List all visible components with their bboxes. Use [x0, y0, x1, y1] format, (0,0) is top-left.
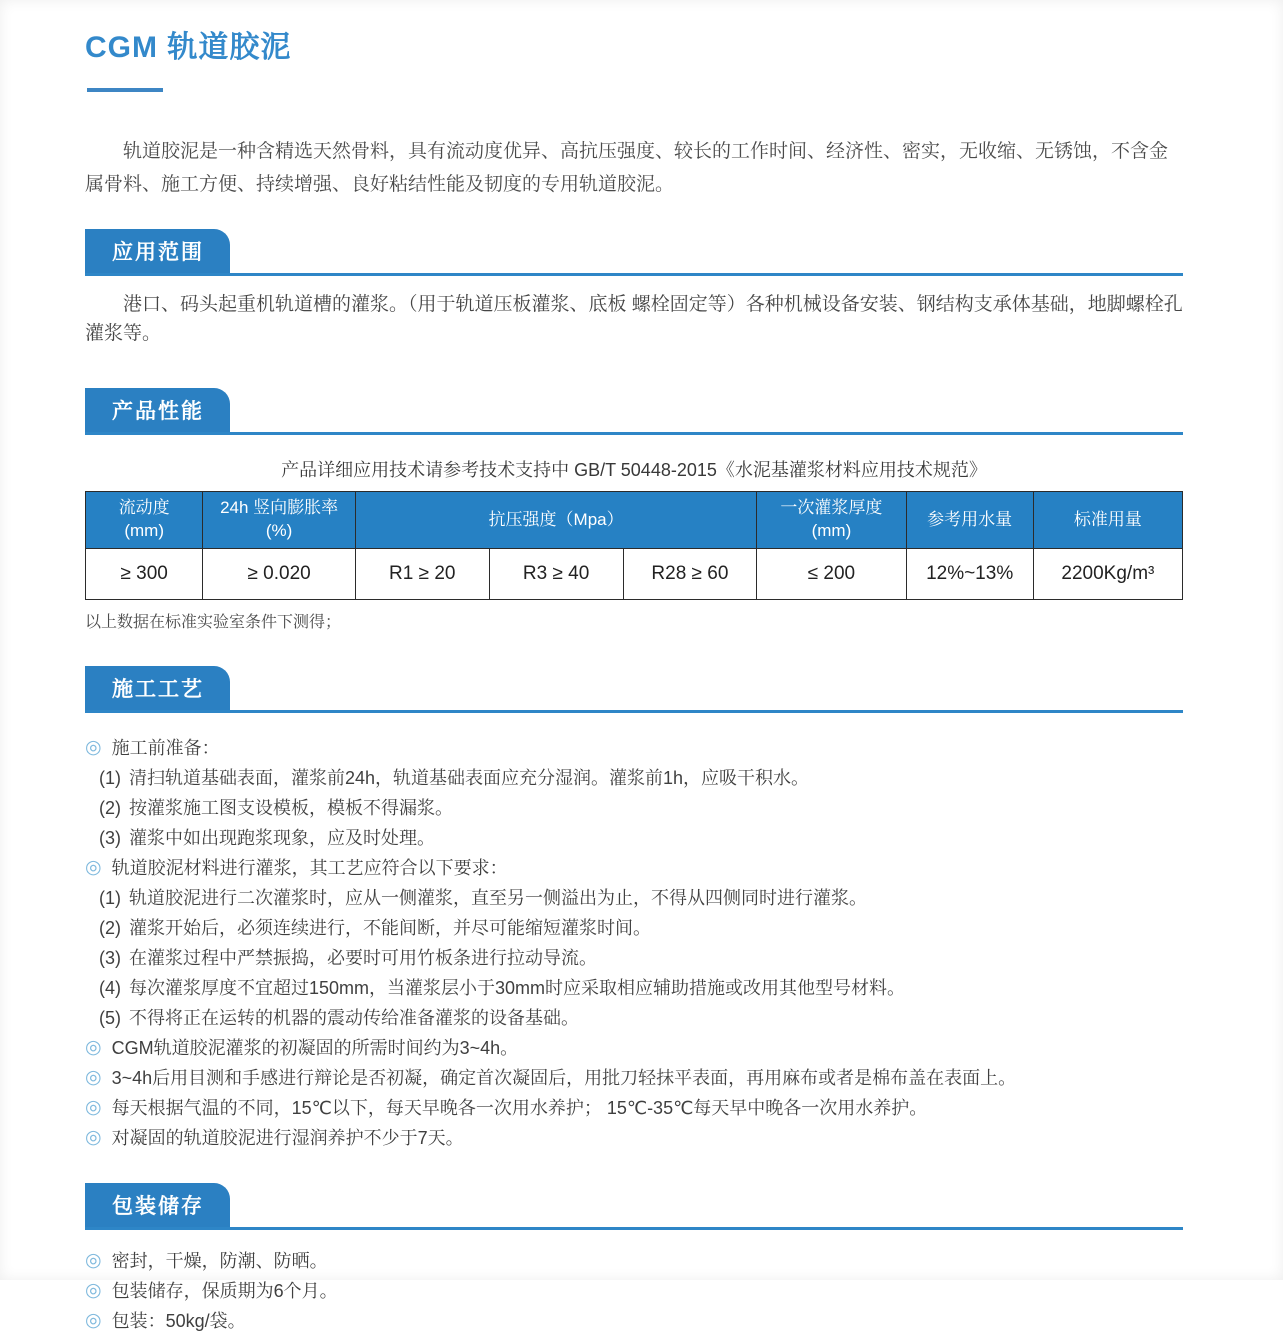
value-expansion: ≥ 0.020	[203, 549, 355, 600]
ring-bullet-icon: ◎	[85, 1067, 102, 1089]
value-flow: ≥ 300	[86, 549, 203, 600]
item-marker: (1)	[99, 768, 121, 789]
list-item	[85, 977, 1183, 999]
item-marker: (2)	[99, 798, 121, 819]
item-text: 轨道胶泥进行二次灌浆时，应从一侧灌浆，直至另一侧溢出为止，不得从四侧同时进行灌浆。	[129, 888, 867, 909]
item-marker: (3)	[99, 948, 121, 969]
item-text: 不得将正在运转的机器的震动传给准备灌浆的设备基础。	[129, 1008, 579, 1029]
section-construction-header	[85, 666, 1183, 713]
title-underline	[87, 88, 163, 92]
item-text: 轨道胶泥材料进行灌浆，其工艺应符合以下要求：	[111, 858, 508, 879]
performance-note: 产品详细应用技术请参考技术支持中 GB/T 50448-2015《水泥基灌浆材料应用技术规范》	[281, 460, 987, 481]
ring-bullet-icon: ◎	[85, 1097, 102, 1119]
list-item	[85, 1280, 1183, 1302]
value-thickness: ≤ 200	[757, 549, 906, 600]
item-text: CGM轨道胶泥灌浆的初凝固的所需时间约为3~4h。	[111, 1038, 519, 1059]
item-text: 灌浆开始后，必须连续进行，不能间断，并尽可能缩短灌浆时间。	[129, 918, 651, 939]
list-item	[85, 1067, 1183, 1089]
application-body: 港口、码头起重机轨道槽的灌浆。（用于轨道压板灌浆、底板 螺栓固定等）各种机械设备安装、钢结构支承体基础，地脚螺栓孔灌浆等。	[85, 294, 1183, 344]
table-header-row	[86, 492, 1183, 549]
list-item	[85, 737, 1183, 759]
header-flow	[86, 492, 203, 549]
value-dosage: 2200Kg/m³	[1033, 549, 1182, 600]
item-marker: (4)	[99, 978, 121, 999]
section-packaging-header	[85, 1183, 1183, 1230]
list-item	[85, 1310, 1183, 1332]
packaging-list	[85, 1250, 1183, 1332]
header-thickness	[757, 492, 906, 549]
item-text: 清扫轨道基础表面，灌浆前24h，轨道基础表面应充分湿润。灌浆前1h，应吸干积水。	[129, 768, 810, 789]
header-water: 参考用水量	[906, 492, 1033, 549]
list-item	[85, 857, 1183, 879]
value-r1: R1 ≥ 20	[355, 549, 489, 600]
performance-table	[85, 491, 1183, 600]
page-title: CGM 轨道胶泥	[85, 31, 292, 64]
header-flow-line1: 流动度	[118, 498, 170, 518]
header-expansion-line2: (%)	[265, 521, 293, 541]
list-item	[85, 767, 1183, 789]
item-text: 每天根据气温的不同，15℃以下，每天早晚各一次用水养护； 15℃-35℃每天早中晚各一次用水养护。	[111, 1098, 928, 1119]
construction-heading-badge: 施工工艺	[85, 666, 230, 710]
value-r28: R28 ≥ 60	[623, 549, 757, 600]
item-text: 施工前准备：	[111, 738, 220, 759]
ring-bullet-icon: ◎	[85, 857, 102, 879]
header-thickness-line2: (mm)	[811, 521, 852, 541]
value-water: 12%~13%	[906, 549, 1033, 600]
ring-bullet-icon: ◎	[85, 1250, 102, 1272]
header-expansion-line1: 24h 竖向膨胀率	[220, 498, 339, 518]
table-footnote: 以上数据在标准实验室条件下测得；	[85, 614, 342, 632]
item-marker: (1)	[99, 888, 121, 909]
construction-list	[85, 737, 1183, 1149]
value-r3: R3 ≥ 40	[489, 549, 623, 600]
header-dosage: 标准用量	[1033, 492, 1182, 549]
list-item	[85, 827, 1183, 849]
application-heading-badge: 应用范围	[85, 229, 230, 273]
item-text: 3~4h后用目测和手感进行辩论是否初凝，确定首次凝固后，用批刀轻抹平表面，再用麻布或者是棉布盖在表面上。	[111, 1068, 1017, 1089]
item-marker: (2)	[99, 918, 121, 939]
section-performance-header	[85, 388, 1183, 435]
item-text: 每次灌浆厚度不宜超过150mm，当灌浆层小于30mm时应采取相应辅助措施或改用其他型号材料。	[129, 978, 906, 999]
list-item	[85, 947, 1183, 969]
performance-heading-badge: 产品性能	[85, 388, 230, 432]
ring-bullet-icon: ◎	[85, 1310, 102, 1332]
item-marker: (3)	[99, 828, 121, 849]
header-thickness-line1: 一次灌浆厚度	[780, 498, 883, 518]
item-text: 按灌浆施工图支设模板，模板不得漏浆。	[129, 798, 453, 819]
item-text: 包装：50kg/袋。	[111, 1311, 246, 1332]
section-application-header	[85, 229, 1183, 276]
list-item	[85, 797, 1183, 819]
item-text: 在灌浆过程中严禁振捣，必要时可用竹板条进行拉动导流。	[129, 948, 597, 969]
item-text: 对凝固的轨道胶泥进行湿润养护不少于7天。	[111, 1128, 464, 1149]
item-text: 灌浆中如出现跑浆现象，应及时处理。	[129, 828, 435, 849]
list-item	[85, 887, 1183, 909]
item-text: 密封，干燥，防潮、防晒。	[111, 1251, 328, 1272]
item-text: 包装储存，保质期为6个月。	[111, 1281, 338, 1302]
ring-bullet-icon: ◎	[85, 1037, 102, 1059]
list-item	[85, 1127, 1183, 1149]
header-strength: 抗压强度（Mpa）	[355, 492, 756, 549]
list-item	[85, 1097, 1183, 1119]
ring-bullet-icon: ◎	[85, 737, 102, 759]
item-marker: (5)	[99, 1008, 121, 1029]
ring-bullet-icon: ◎	[85, 1280, 102, 1302]
list-item	[85, 917, 1183, 939]
list-item	[85, 1037, 1183, 1059]
intro-paragraph: 轨道胶泥是一种含精选天然骨料，具有流动度优异、高抗压强度、较长的工作时间、经济性、密实，无收缩、无锈蚀，不含金属骨料、施工方便、持续增强、良好粘结性能及韧度的专用轨道胶泥。	[85, 141, 1169, 195]
header-expansion	[203, 492, 355, 549]
list-item	[85, 1007, 1183, 1029]
table-value-row	[86, 549, 1183, 600]
ring-bullet-icon: ◎	[85, 1127, 102, 1149]
list-item	[85, 1250, 1183, 1272]
packaging-heading-badge: 包装储存	[85, 1183, 230, 1227]
header-flow-line2: (mm)	[124, 521, 165, 541]
